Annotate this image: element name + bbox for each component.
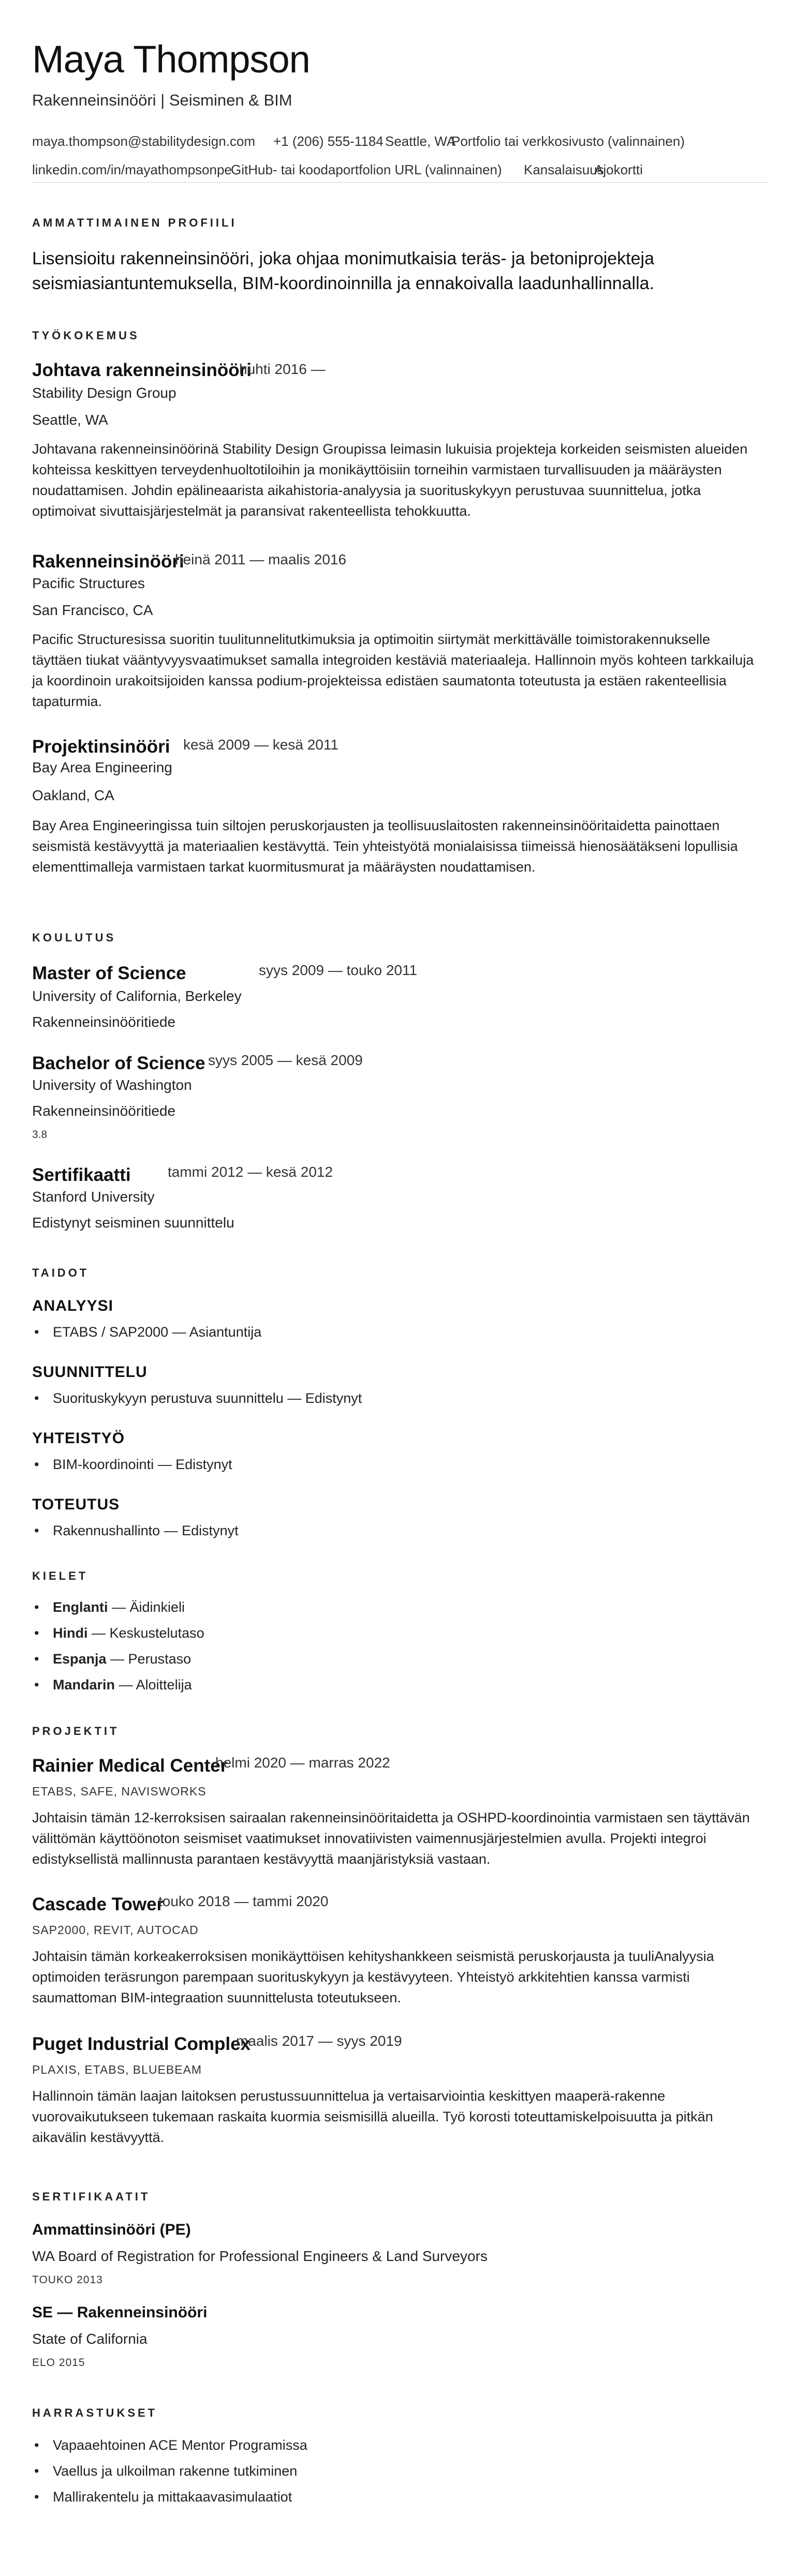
education-field: Edistynyt seisminen suunnittelu	[32, 1215, 234, 1231]
language-level: — Äidinkieli	[108, 1599, 185, 1615]
certification-date: ELO 2015	[32, 2357, 85, 2369]
job-location: Seattle, WA	[32, 412, 108, 428]
language-level: — Aloittelija	[115, 1677, 192, 1693]
contact-email[interactable]: maya.thompson@stabilitydesign.com	[32, 133, 256, 149]
contact-citizenship: Kansalaisuus	[524, 162, 604, 177]
skill-item: • Rakennushallinto — Edistynyt	[53, 1523, 239, 1539]
contact-portfolio[interactable]: Portfolio tai verkkosivusto (valinnainen)	[451, 133, 685, 149]
education-degree: Sertifikaatti	[32, 1165, 131, 1185]
resume-role: Rakenneinsinööri | Seisminen & BIM	[32, 91, 292, 109]
skill-category: YHTEISTYÖ	[32, 1430, 125, 1447]
section-heading-projects: PROJEKTIT	[32, 1725, 120, 1738]
section-heading-skills: TAIDOT	[32, 1266, 90, 1279]
job-company: Stability Design Group	[32, 385, 176, 401]
education-degree: Master of Science	[32, 963, 186, 983]
education-field: Rakenneinsinööritiede	[32, 1103, 176, 1119]
education-field: Rakenneinsinööritiede	[32, 1014, 176, 1030]
project-title: Cascade Tower	[32, 1894, 164, 1914]
certification-title: SE — Rakenneinsinööri	[32, 2304, 208, 2321]
language-name: Englanti	[53, 1599, 108, 1615]
job-date: heinä 2011 — maalis 2016	[175, 551, 347, 567]
contact-phone[interactable]: +1 (206) 555-1184	[273, 133, 384, 149]
project-description: Hallinnoin tämän laajan laitoksen perustussuunnittelua ja vertaisarviointia keskittyen maaperä-rakenne vuorovaikutukseen tukemaan raskaita kuormia seismisillä alueilla. Työ korosti toteuttamiskelpoisuutta ja pitkän aikavälin kestävyyttä.	[32, 2088, 713, 2145]
project-description: Johtaisin tämän korkeakerroksisen monikäyttöisen kehityshankkeen seismistä peruskorjausta ja tuuliAnalyysia optimoiden teräsrungon parempaan suorituskykyyn ja kestävyyteen. Yhteistyö arkkitehtien kanssa varmisti saumattoman BIM-integraation suunnittelusta toteutukseen.	[32, 1949, 714, 2005]
job-title: Johtava rakenneinsinööri	[32, 360, 252, 380]
hobby-item: • Mallirakentelu ja mittakaavasimulaatiot	[53, 2489, 292, 2505]
education-degree: Bachelor of Science	[32, 1053, 205, 1073]
section-heading-hobbies: HARRASTUKSET	[32, 2406, 158, 2419]
education-date: syys 2005 — kesä 2009	[208, 1052, 363, 1068]
job-title: Rakenneinsinööri	[32, 551, 184, 572]
job-title: Projektinsinööri	[32, 737, 170, 757]
project-date: maalis 2017 — syys 2019	[236, 2033, 402, 2049]
project-description: Johtaisin tämän 12-kerroksisen sairaalan rakenneinsinööritaidetta ja OSHPD-koordinointia varmistaen sen täyttävän välittömän käyttöönoton seismiset vaatimukset innovatiivisten vaimennusjärjestelmien avulla. Projekti integroi edistyksellistä mallinnusta parantaen kestävyyttä maanjäristyksiä vastaan.	[32, 1810, 750, 1867]
job-description: Johtavana rakenneinsinöörinä Stability Design Groupissa leimasin lukuisia projekteja korkeiden seismisten alueiden kohteissa keskittyen terveydenhuoltotiloihin ja monikäyttöisiin torneihin varmistaen turvallisuuden ja määräysten noudattamisen. Johdin epälineaarista aikahistoria-analyysia ja suorituskykyyn perustuvaa suunnittelua, jotka optimoivat sivuttaisjärjestelmät ja paransivat rakenteellista tehokkuutta.	[32, 441, 748, 519]
language-item	[53, 1651, 191, 1667]
skill-item: • ETABS / SAP2000 — Asiantuntija	[53, 1324, 261, 1340]
contact-driving-license: Ajokortti	[594, 162, 643, 177]
resume-name: Maya Thompson	[32, 38, 310, 81]
section-heading-certifications: SERTIFIKAATIT	[32, 2190, 151, 2203]
skill-item: • BIM-koordinointi — Edistynyt	[53, 1457, 232, 1473]
language-name: Espanja	[53, 1651, 107, 1667]
education-date: tammi 2012 — kesä 2012	[168, 1164, 333, 1180]
contact-github[interactable]: GitHub- tai koodaportfolion URL (valinnainen)	[231, 162, 502, 177]
skill-category: ANALYYSI	[32, 1297, 113, 1314]
skill-category: SUUNNITTELU	[32, 1364, 148, 1381]
job-date: huhti 2016 —	[239, 361, 326, 377]
education-school: Stanford University	[32, 1189, 155, 1205]
section-heading-experience: TYÖKOKEMUS	[32, 329, 140, 342]
job-company: Bay Area Engineering	[32, 759, 172, 775]
project-tools: PLAXIS, ETABS, BLUEBEAM	[32, 2063, 202, 2076]
project-tools: ETABS, SAFE, NAVISWORKS	[32, 1785, 207, 1798]
profile-summary: Lisensioitu rakenneinsinööri, joka ohjaa monimutkaisia teräs- ja betoniprojekteja seismiasiantuntemuksella, BIM-koordinoinnilla ja ennakoivalla laadunhallinnalla.	[32, 249, 655, 293]
project-date: touko 2018 — tammi 2020	[158, 1893, 329, 1909]
skill-item: • Suorituskykyyn perustuva suunnittelu — Edistynyt	[53, 1390, 362, 1406]
language-item	[53, 1599, 185, 1615]
certification-date: TOUKO 2013	[32, 2274, 103, 2286]
language-name: Mandarin	[53, 1677, 115, 1693]
contact-linkedin[interactable]: linkedin.com/in/mayathompsonpe	[32, 162, 232, 177]
section-heading-languages: KIELET	[32, 1569, 89, 1582]
job-description: Pacific Structuresissa suoritin tuulitunnelitutkimuksia ja optimoitin siirtymät merkittävälle toimistorakennukselle täyttäen tiukat vääntyvyysvaatimukset samalla integroiden kestäviä materiaaleja. Hallinnoin myös kohteen tarkkailuja ja koordinoin urakoitsijoiden kanssa podium-projekteissa edistäen saumatonta toteutusta ja estäen rakenteellisia tapaturmia.	[32, 632, 754, 709]
certification-issuer: WA Board of Registration for Professional Engineers & Land Surveyors	[32, 2248, 488, 2264]
job-company: Pacific Structures	[32, 575, 145, 591]
education-school: University of California, Berkeley	[32, 988, 242, 1004]
contact-location: Seattle, WA	[385, 133, 456, 149]
language-item	[53, 1677, 192, 1693]
language-level: — Keskustelutaso	[87, 1625, 204, 1641]
education-gpa: 3.8	[32, 1129, 48, 1141]
language-level: — Perustaso	[106, 1651, 192, 1667]
certification-issuer: State of California	[32, 2331, 148, 2347]
hobby-item: • Vaellus ja ulkoilman rakenne tutkiminen	[53, 2463, 297, 2479]
skill-category: TOTEUTUS	[32, 1496, 120, 1513]
job-date: kesä 2009 — kesä 2011	[183, 737, 338, 753]
section-heading-profile: AMMATTIMAINEN PROFIILI	[32, 216, 237, 229]
hobby-item: • Vapaaehtoinen ACE Mentor Programissa	[53, 2437, 307, 2453]
language-item	[53, 1625, 204, 1641]
job-description: Bay Area Engineeringissa tuin siltojen peruskorjausten ja teollisuuslaitosten rakenneinsinööritaidetta painottaen seismistä kestävyyttä ja materiaalien kestävyttä. Tein yhteistyötä monialaisissa tiimeissä hienosäätäkseni lopullisia elementtimalleja varmistaen tarkat kuormitusmurat ja määräysten noudattamisen.	[32, 818, 738, 875]
job-location: San Francisco, CA	[32, 602, 153, 618]
project-date: helmi 2020 — marras 2022	[215, 1755, 390, 1771]
job-location: Oakland, CA	[32, 787, 114, 803]
project-title: Puget Industrial Complex	[32, 2034, 251, 2054]
project-tools: SAP2000, REVIT, AUTOCAD	[32, 1923, 199, 1937]
project-title: Rainier Medical Center	[32, 1756, 228, 1776]
section-heading-education: KOULUTUS	[32, 931, 116, 944]
education-date: syys 2009 — touko 2011	[259, 962, 418, 978]
language-name: Hindi	[53, 1625, 88, 1641]
education-school: University of Washington	[32, 1077, 192, 1093]
header-divider	[32, 182, 769, 183]
certification-title: Ammattinsinööri (PE)	[32, 2221, 191, 2238]
